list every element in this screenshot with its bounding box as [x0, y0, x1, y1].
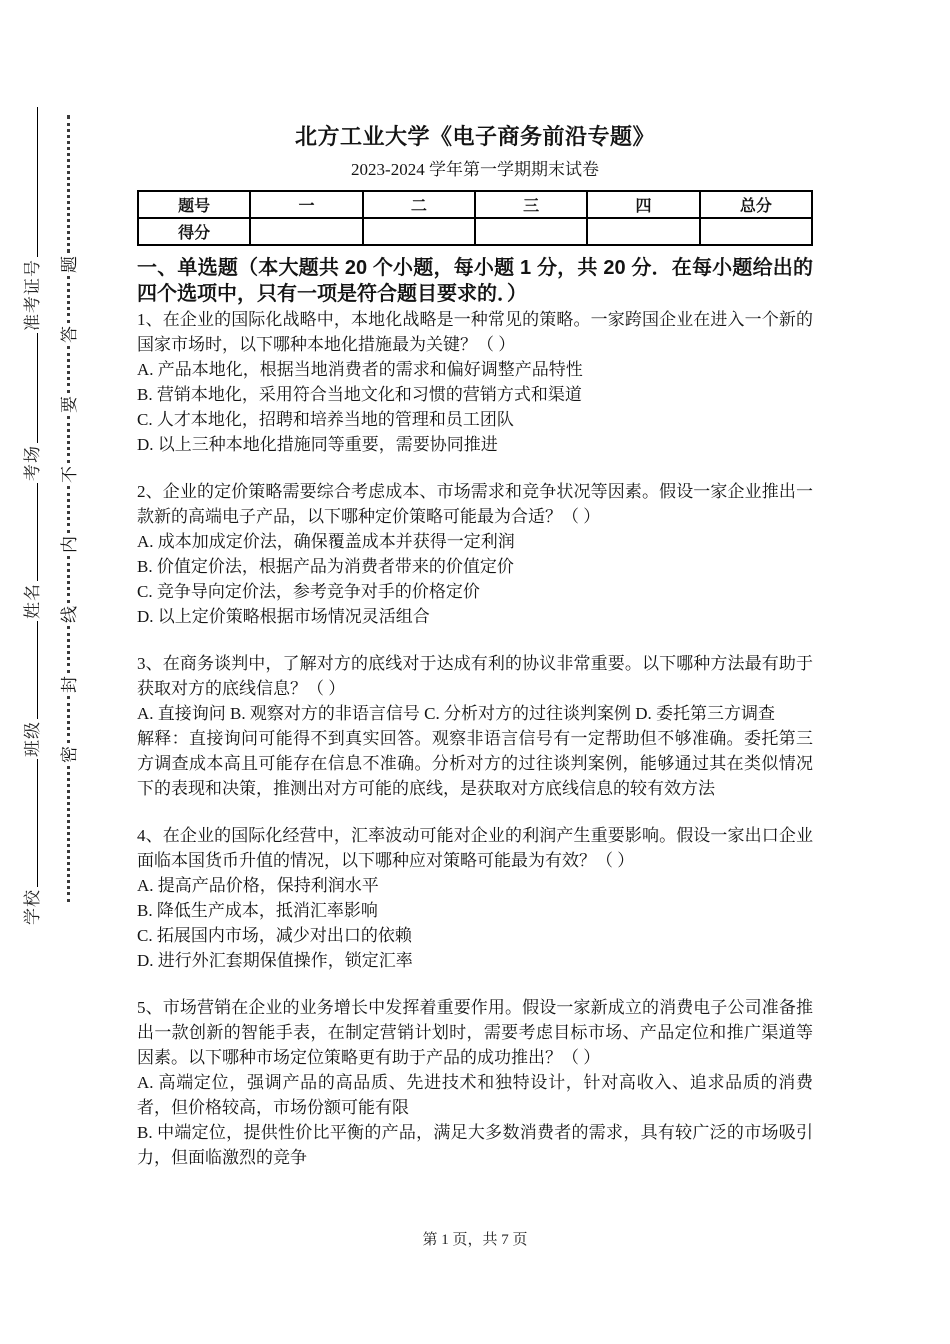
- seal-char-da: 答: [60, 326, 80, 343]
- question-5: [137, 995, 813, 1170]
- question-5-option-b: B. 中端定位，提供性价比平衡的产品，满足大多数消费者的需求，具有较广泛的市场吸引力，但面临激烈的竞争: [137, 1123, 813, 1167]
- question-4-option-b: B. 降低生产成本，抵消汇率影响: [137, 901, 378, 920]
- question-5-stem: 5、市场营销在企业的业务增长中发挥着重要作用。假设一家新成立的消费电子公司准备推出一款创新的智能手表，在制定营销计划时，需要考虑目标市场、产品定位和推广渠道等因素。以下哪种市场定位策略更有助于产品的成功推出？（ ）: [137, 998, 813, 1067]
- score-table-header-total: 总分: [700, 191, 812, 218]
- question-2-option-a: A. 成本加成定价法，确保覆盖成本并获得一定利润: [137, 532, 515, 551]
- seal-dots: [67, 626, 70, 673]
- seal-char-mi: 密: [60, 746, 80, 763]
- school-blank-line: [19, 759, 38, 887]
- page-title: 北方工业大学《电子商务前沿专题》: [294, 124, 655, 149]
- exam-room-blank-line: [19, 333, 38, 443]
- page-number-footer: 第 1 页，共 7 页: [422, 1232, 528, 1248]
- seal-char-yao: 要: [60, 396, 80, 413]
- score-table-header-section-4: 四: [587, 191, 699, 218]
- seal-char-bu: 不: [60, 466, 80, 483]
- question-4-option-a: A. 提高产品价格，保持利润水平: [137, 876, 379, 895]
- score-table-header-section-2: 二: [363, 191, 475, 218]
- score-table-header-question-number: 题号: [138, 191, 250, 218]
- seal-dots: [67, 556, 70, 603]
- question-2-stem: 2、企业的定价策略需要综合考虑成本、市场需求和竞争状况等因素。假设一家企业推出一款新的高端电子产品，以下哪种定价策略可能最为合适？（ ）: [137, 482, 813, 526]
- question-2-option-b: B. 价值定价法，根据产品为消费者带来的价值定价: [137, 557, 514, 576]
- question-3-explanation: 解释：直接询问可能得不到真实回答。观察非语言信号有一定帮助但不够准确。委托第三方调查成本高且可能存在信息不准确。分析对方的过往谈判案例，能够通过其在类似情况下的表现和决策，推测出对方可能的底线，是获取对方底线信息的较有效方法: [137, 729, 813, 798]
- field-label-class: 班级: [23, 721, 42, 757]
- seal-dots: [67, 696, 70, 743]
- admission-number-blank-line: [19, 107, 38, 257]
- score-cell: [587, 218, 699, 245]
- score-cell: [250, 218, 362, 245]
- question-3: [137, 651, 813, 801]
- score-table-header-section-1: 一: [250, 191, 362, 218]
- seal-dots: [67, 416, 70, 463]
- field-label-name: 姓名: [23, 583, 42, 619]
- seal-dots: [67, 346, 70, 393]
- field-label-exam-room: 考场: [23, 445, 42, 481]
- question-2-option-c: C. 竞争导向定价法，参考竞争对手的价格定价: [137, 582, 480, 601]
- seal-dots: [67, 276, 70, 323]
- field-label-school: 学校: [23, 889, 42, 925]
- seal-dots: [67, 486, 70, 533]
- question-1: [137, 307, 813, 457]
- exam-content: [137, 122, 813, 1192]
- question-3-stem: 3、在商务谈判中，了解对方的底线对于达成有利的协议非常重要。以下哪种方法最有助于获取对方的底线信息？（ ）: [137, 654, 813, 698]
- question-4-stem: 4、在企业的国际化经营中，汇率波动可能对企业的利润产生重要影响。假设一家出口企业面临本国货币升值的情况，以下哪种应对策略可能最为有效？（ ）: [137, 826, 813, 870]
- question-4: [137, 823, 813, 973]
- score-table: [137, 190, 813, 246]
- question-4-option-c: C. 拓展国内市场，减少对出口的依赖: [137, 926, 412, 945]
- seal-char-ti: 题: [60, 256, 80, 273]
- score-table-header-row: [138, 191, 812, 218]
- question-2: [137, 479, 813, 629]
- question-1-option-d: D. 以上三种本地化措施同等重要，需要协同推进: [137, 435, 498, 454]
- name-blank-line: [19, 483, 38, 581]
- score-cell: [475, 218, 587, 245]
- score-row-label: 得分: [138, 218, 250, 245]
- question-2-option-d: D. 以上定价策略根据市场情况灵活组合: [137, 607, 430, 626]
- score-table-score-row: [138, 218, 812, 245]
- question-1-stem: 1、在企业的国际化战略中，本地化战略是一种常见的策略。一家跨国企业在进入一个新的国家市场时，以下哪种本地化措施最为关键？（ ）: [137, 310, 813, 354]
- section-heading: 一、单选题（本大题共 20 个小题，每小题 1 分，共 20 分．在每小题给出的四个选项中，只有一项是符合题目要求的．）: [137, 257, 813, 305]
- question-3-options-inline: A. 直接询问 B. 观察对方的非语言信号 C. 分析对方的过往谈判案例 D. 委托第三方调查: [137, 704, 775, 723]
- seal-char-xian: 线: [60, 606, 80, 623]
- seal-dots: [67, 766, 70, 902]
- score-cell: [363, 218, 475, 245]
- question-1-option-c: C. 人才本地化，招聘和培养当地的管理和员工团队: [137, 410, 514, 429]
- field-label-admission-number: 准考证号: [23, 259, 42, 331]
- class-blank-line: [19, 621, 38, 719]
- question-5-option-a: A. 高端定位，强调产品的高品质、先进技术和独特设计，针对高收入、追求品质的消费者，但价格较高，市场份额可能有限: [137, 1073, 813, 1117]
- question-4-option-d: D. 进行外汇套期保值操作，锁定汇率: [137, 951, 413, 970]
- student-info-fields: [19, 80, 45, 925]
- seal-line: [57, 105, 81, 905]
- seal-dots: [67, 115, 70, 253]
- seal-char-nei: 内: [60, 536, 80, 553]
- score-table-header-section-3: 三: [475, 191, 587, 218]
- question-1-option-a: A. 产品本地化，根据当地消费者的需求和偏好调整产品特性: [137, 360, 583, 379]
- page-subtitle: 2023-2024 学年第一学期期末试卷: [351, 160, 599, 179]
- score-cell: [700, 218, 812, 245]
- question-1-option-b: B. 营销本地化，采用符合当地文化和习惯的营销方式和渠道: [137, 385, 582, 404]
- seal-char-feng: 封: [60, 676, 80, 693]
